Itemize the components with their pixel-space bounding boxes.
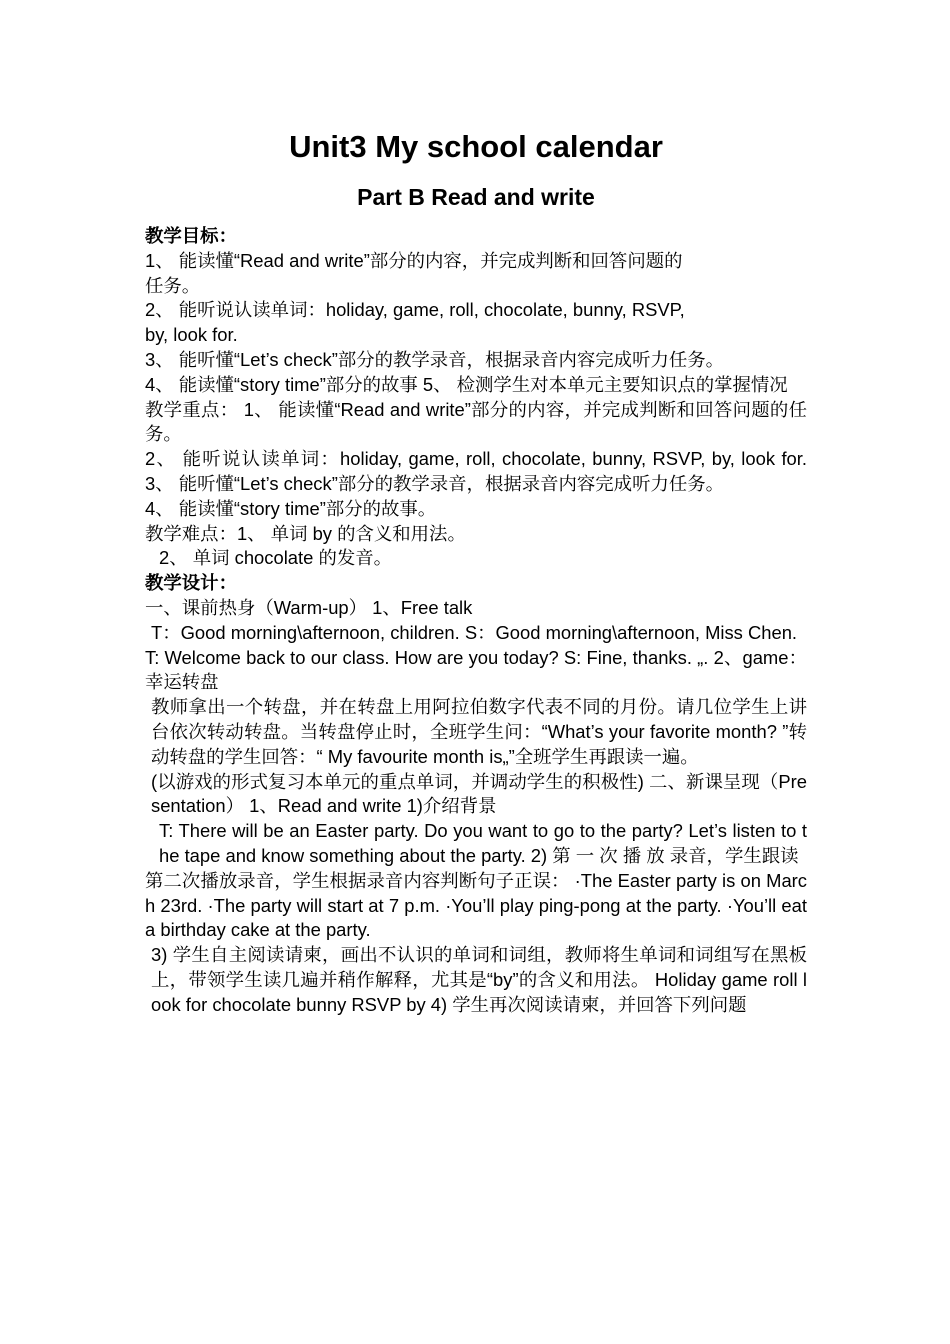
paragraph-line: (以游戏的形式复习本单元的重点单词，并调动学生的积极性) 二、新课呈现（Presentation） 1、Read and write 1)介绍背景 [151,770,807,817]
document-title: Unit3 My school calendar [289,129,663,164]
paragraph-line: 3、 能听懂“Let’s check”部分的教学录音，根据录音内容完成听力任务。 [145,348,725,370]
paragraph-line: 2、 能听说认读单词：holiday, game, roll, chocolate, bunny, RSVP, by, look for. 3、 能听懂“Let’s check”部分的教学录音，根据录音内容完成听力任务。 [145,448,807,494]
paragraph-line: T: There will be an Easter party. Do you want to go to the party? Let’s listen to the tape and know something about the party. 2) 第 一 次 播 放 录音，学生跟读 [159,820,807,866]
document-page [145,124,807,1018]
section-heading: 教学目标： [145,225,237,246]
document-body [145,224,807,1018]
paragraph-line: 2、 单词 chocolate 的发音。 [159,547,393,569]
section-heading: 教学设计： [145,572,237,594]
paragraph-line: 任务。 [145,274,201,296]
paragraph-line: T: Welcome back to our class. How are you today? S: Fine, thanks. „. 2、game：幸运转盘 [145,646,807,693]
paragraph-line: 教师拿出一个转盘，并在转盘上用阿拉伯数字代表不同的月份。请几位学生上讲台依次转动转盘。当转盘停止时，全班学生问：“What’s your favorite month? ”转动转盘的学生回答：“ My favourite month is„”全班学生再跟读一遍。 [151,696,807,767]
paragraph-line: 教学重点： 1、 能读懂“Read and write”部分的内容，并完成判断和回答问题的任务。 [145,398,807,445]
paragraph-line: 4、 能读懂“story time”部分的故事 5、 检测学生对本单元主要知识点的掌握情况 [145,373,788,395]
paragraph-line: by, look for. [145,324,238,346]
paragraph-line: 1、 能读懂“Read and write”部分的内容，并完成判断和回答问题的 [145,249,683,271]
paragraph-line: 4、 能读懂“story time”部分的故事。 [145,497,437,519]
document-subtitle: Part B Read and write [357,184,595,210]
paragraph-line: 一、课前热身（Warm-up） 1、Free talk [145,596,473,618]
paragraph-line: T：Good morning\afternoon, children. S：Good morning\afternoon, Miss Chen. [151,621,798,643]
paragraph-line: 教学难点：1、 单词 by 的含义和用法。 [145,522,466,544]
paragraph-line: 2、 能听说认读单词：holiday, game, roll, chocolate, bunny, RSVP, [145,299,685,321]
paragraph-line: 3) 学生自主阅读请柬，画出不认识的单词和词组，教师将生单词和词组写在黑板上，带领学生读几遍并稍作解释，尤其是“by”的含义和用法。 Holiday game roll look for chocolate bunny RSVP by 4) 学生再次阅读请柬，并回答下列问题 [151,944,807,1015]
paragraph-line: 第二次播放录音，学生根据录音内容判断句子正误： ·The Easter party is on March 23rd. ·The party will start at 7 p.m. ·You’ll play ping-pong at the party. ·You’ll eat a birthday cake at the party. [145,869,807,941]
